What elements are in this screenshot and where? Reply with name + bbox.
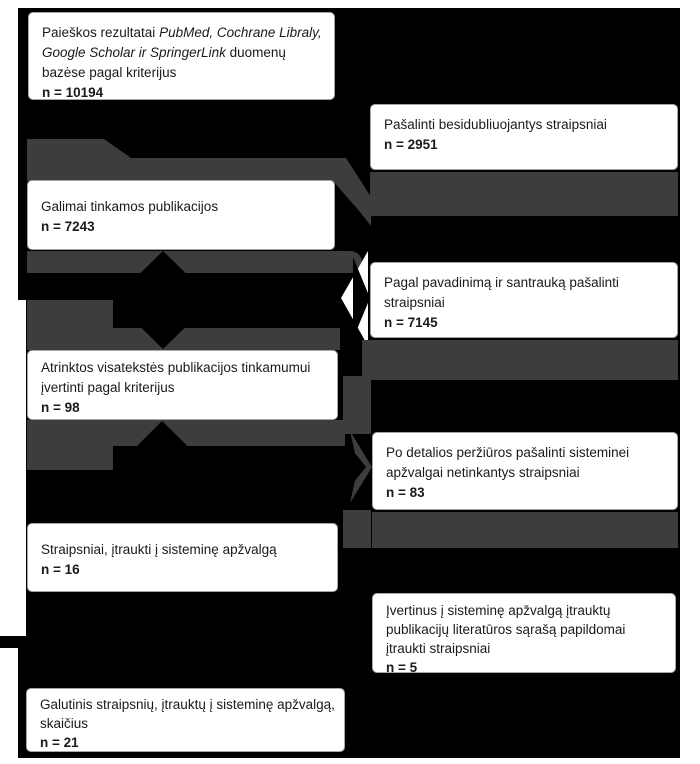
box-text-line: skaičius	[40, 716, 89, 731]
arrow-strip-to-detailed-review	[343, 376, 371, 434]
box-text-line: Galimai tinkamos publikacijos	[41, 199, 219, 214]
box-text-line: n = 7145	[384, 315, 438, 330]
left-edge-tab	[0, 636, 26, 648]
arrow-strip-below-detailed-review	[343, 510, 371, 548]
box-text-line: n = 7243	[41, 219, 95, 234]
box-text-line: n = 5	[386, 660, 418, 675]
box-text-line: n = 83	[386, 485, 425, 500]
box-text-line: įtraukti straipsniai	[386, 641, 491, 656]
box-text-line: įvertinti pagal kriterijus	[41, 380, 175, 395]
box-removed-by-title-abstract	[370, 262, 678, 338]
box-text-line: Google Scholar ir SpringerLink duomenų	[42, 45, 286, 60]
left-margin-sliver	[18, 300, 26, 636]
box-text-line: Paieškos rezultatai PubMed, Cochrane Libraly,	[42, 25, 322, 40]
box-text-line: Pašalinti besidubliuojantys straipsniai	[384, 117, 607, 132]
box-added-from-references	[372, 593, 676, 673]
box-included-in-review	[27, 523, 338, 592]
box-text-line: Pagal pavadinimą ir santrauką pašalinti	[384, 275, 619, 290]
box-search-results	[28, 12, 335, 100]
arrow-band-under-box-duplicates	[370, 172, 678, 216]
box-text-line: apžvalgai netinkantys straipsniai	[386, 465, 580, 480]
box-text-line: Po detalios peržiūros pašalinti sisteminei	[386, 445, 630, 460]
box-text-line: Straipsniai, įtraukti į sisteminę apžvalgą	[41, 542, 277, 557]
arrow-band-under-title-abstract	[362, 340, 678, 380]
arrow-band-under-detailed-review	[372, 512, 678, 548]
box-text-line: n = 16	[41, 562, 80, 577]
box-text-line: Įvertinus į sisteminę apžvalgą įtrauktų	[386, 603, 611, 618]
box-text-line: n = 10194	[42, 85, 104, 100]
box-text-line: n = 2951	[384, 137, 438, 152]
box-text-line: bazėse pagal kriterijus	[42, 65, 177, 80]
box-text-line: publikacijų literatūros sąrašą papildomai	[386, 622, 626, 637]
box-fulltext-assessed	[27, 350, 338, 420]
box-text-line: Galutinis straipsnių, įtrauktų į sisteminę apžvalgą,	[40, 697, 335, 712]
box-potentially-eligible	[27, 180, 335, 250]
box-text-line: Atrinktos visatekstės publikacijos tinkamumui	[41, 360, 311, 375]
box-final-count	[26, 688, 345, 752]
box-duplicates-removed	[370, 104, 678, 170]
box-text-line: n = 98	[41, 400, 80, 415]
arrow-band-row2-top	[27, 251, 348, 273]
arrow-block-row2-left	[27, 300, 113, 350]
box-text-line: straipsniai	[384, 295, 445, 310]
box-text-line: n = 21	[40, 735, 79, 750]
box-removed-after-detailed-review	[372, 432, 678, 510]
